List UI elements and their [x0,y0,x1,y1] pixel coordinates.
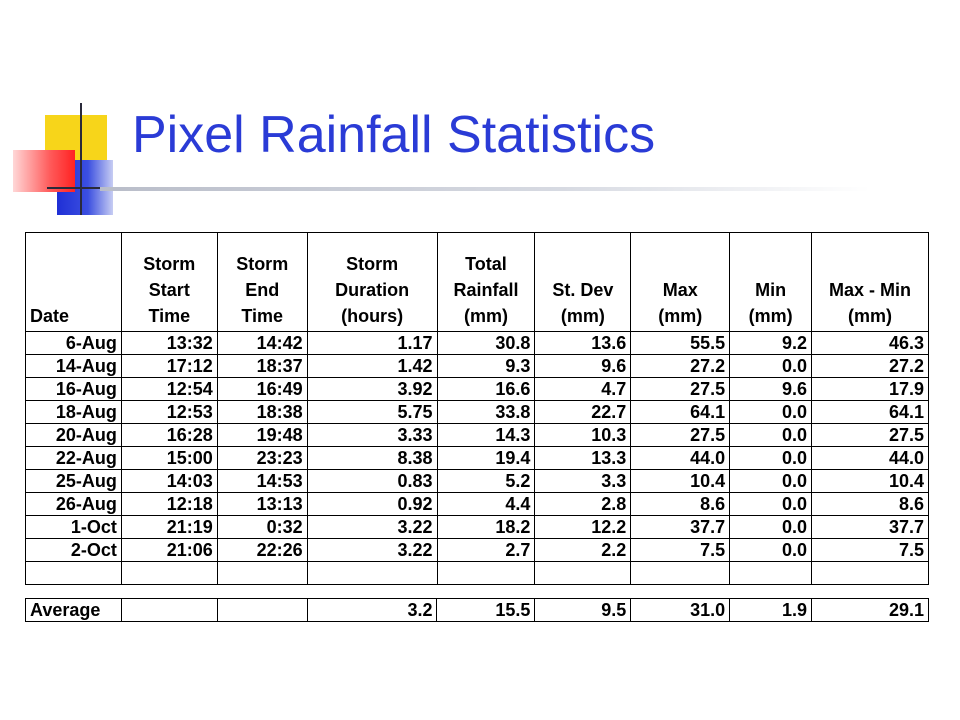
table-row [26,332,929,355]
table-cell: 9.6 [730,378,812,401]
empty-cell [730,562,812,585]
table-row [26,447,929,470]
average-row [26,599,929,622]
table-cell: 10.3 [535,424,631,447]
table-row [26,355,929,378]
table-body [26,332,929,585]
table-spacer-row [26,562,929,585]
table-cell: 4.7 [535,378,631,401]
table-cell: 19.4 [437,447,535,470]
table-cell: 44.0 [631,447,730,470]
title-underline [100,187,870,191]
table-cell: 15:00 [121,447,217,470]
table-cell: 0.0 [730,447,812,470]
table-cell: 9.2 [730,332,812,355]
table-cell: 14:03 [121,470,217,493]
table-cell: 7.5 [812,539,929,562]
table-cell: 0.0 [730,424,812,447]
table-cell: 13.3 [535,447,631,470]
vertical-line-decoration [80,103,82,215]
table-cell: 8.38 [307,447,437,470]
empty-cell [437,562,535,585]
table-cell: 14-Aug [26,355,122,378]
table-cell: 3.92 [307,378,437,401]
table-cell: 10.4 [812,470,929,493]
table-cell: 18.2 [437,516,535,539]
column-header: Total Rainfall (mm) [437,233,535,332]
table-cell: 0.0 [730,493,812,516]
table-cell: 5.75 [307,401,437,424]
table-cell: 3.3 [535,470,631,493]
rainfall-stats-table [25,232,929,585]
average-cell: 9.5 [535,599,631,622]
table-row [26,539,929,562]
table-cell: 55.5 [631,332,730,355]
empty-cell [631,562,730,585]
table-cell: 64.1 [631,401,730,424]
table-cell: 0.83 [307,470,437,493]
table-cell: 44.0 [812,447,929,470]
average-cell: 31.0 [631,599,730,622]
table-cell: 3.22 [307,516,437,539]
table-cell: 22.7 [535,401,631,424]
column-header: Storm Start Time [121,233,217,332]
table-cell: 16:49 [217,378,307,401]
table-cell: 27.5 [631,424,730,447]
table-row [26,424,929,447]
table-cell: 3.33 [307,424,437,447]
column-header: Storm Duration (hours) [307,233,437,332]
empty-cell [307,562,437,585]
table-cell: 10.4 [631,470,730,493]
table-cell: 18:37 [217,355,307,378]
table-cell: 1-Oct [26,516,122,539]
column-header: Max - Min (mm) [812,233,929,332]
average-cell: 1.9 [730,599,812,622]
table-cell: 13:13 [217,493,307,516]
table-cell: 37.7 [631,516,730,539]
empty-cell [26,562,122,585]
table-cell: 23:23 [217,447,307,470]
table-cell: 7.5 [631,539,730,562]
table-cell: 12:18 [121,493,217,516]
table-cell: 27.2 [631,355,730,378]
table-cell: 2.8 [535,493,631,516]
table-cell: 14:53 [217,470,307,493]
empty-cell [812,562,929,585]
table-cell: 26-Aug [26,493,122,516]
column-header: Date [26,233,122,332]
column-header: Storm End Time [217,233,307,332]
table-cell: 18-Aug [26,401,122,424]
table-cell: 0.0 [730,539,812,562]
table-cell: 1.17 [307,332,437,355]
table-cell: 1.42 [307,355,437,378]
table-cell: 21:06 [121,539,217,562]
table-cell: 12:54 [121,378,217,401]
table-cell: 2.2 [535,539,631,562]
table-cell: 3.22 [307,539,437,562]
table-cell: 17.9 [812,378,929,401]
table-cell: 33.8 [437,401,535,424]
table-cell: 5.2 [437,470,535,493]
slide-title: Pixel Rainfall Statistics [132,106,656,164]
table-cell: 8.6 [631,493,730,516]
table-cell: 0.0 [730,355,812,378]
empty-cell [217,562,307,585]
table-cell: 8.6 [812,493,929,516]
table-cell: 46.3 [812,332,929,355]
table-header-row [26,233,929,332]
table-cell: 27.5 [812,424,929,447]
table-cell: 4.4 [437,493,535,516]
table-cell: 13:32 [121,332,217,355]
table-cell: 0.0 [730,401,812,424]
table-cell: 12:53 [121,401,217,424]
red-square-decoration [13,150,75,192]
table-cell: 16-Aug [26,378,122,401]
table-cell: 14.3 [437,424,535,447]
table-cell: 25-Aug [26,470,122,493]
column-header: Max (mm) [631,233,730,332]
table-row [26,378,929,401]
table-cell: 16.6 [437,378,535,401]
table-cell: 0.0 [730,516,812,539]
average-cell [217,599,307,622]
table-row [26,516,929,539]
table-cell: 19:48 [217,424,307,447]
table-cell: 6-Aug [26,332,122,355]
table-cell: 17:12 [121,355,217,378]
table-cell: 16:28 [121,424,217,447]
table-cell: 20-Aug [26,424,122,447]
table-cell: 2-Oct [26,539,122,562]
table-cell: 30.8 [437,332,535,355]
table-cell: 0.0 [730,470,812,493]
table-row [26,493,929,516]
empty-cell [121,562,217,585]
table-cell: 9.6 [535,355,631,378]
column-header: St. Dev (mm) [535,233,631,332]
empty-cell [535,562,631,585]
table-row [26,401,929,424]
table-row [26,470,929,493]
table-cell: 12.2 [535,516,631,539]
table-cell: 27.5 [631,378,730,401]
column-header: Min (mm) [730,233,812,332]
table-cell: 21:19 [121,516,217,539]
average-cell: 29.1 [812,599,929,622]
average-table [25,598,929,622]
table-cell: 27.2 [812,355,929,378]
table-cell: 0.92 [307,493,437,516]
table-cell: 13.6 [535,332,631,355]
average-label: Average [26,599,122,622]
table-cell: 22:26 [217,539,307,562]
table-cell: 0:32 [217,516,307,539]
table-cell: 14:42 [217,332,307,355]
average-cell: 15.5 [437,599,535,622]
average-cell [121,599,217,622]
table-cell: 37.7 [812,516,929,539]
average-cell: 3.2 [307,599,437,622]
table-cell: 64.1 [812,401,929,424]
table-cell: 9.3 [437,355,535,378]
table-cell: 22-Aug [26,447,122,470]
table-cell: 18:38 [217,401,307,424]
table-cell: 2.7 [437,539,535,562]
